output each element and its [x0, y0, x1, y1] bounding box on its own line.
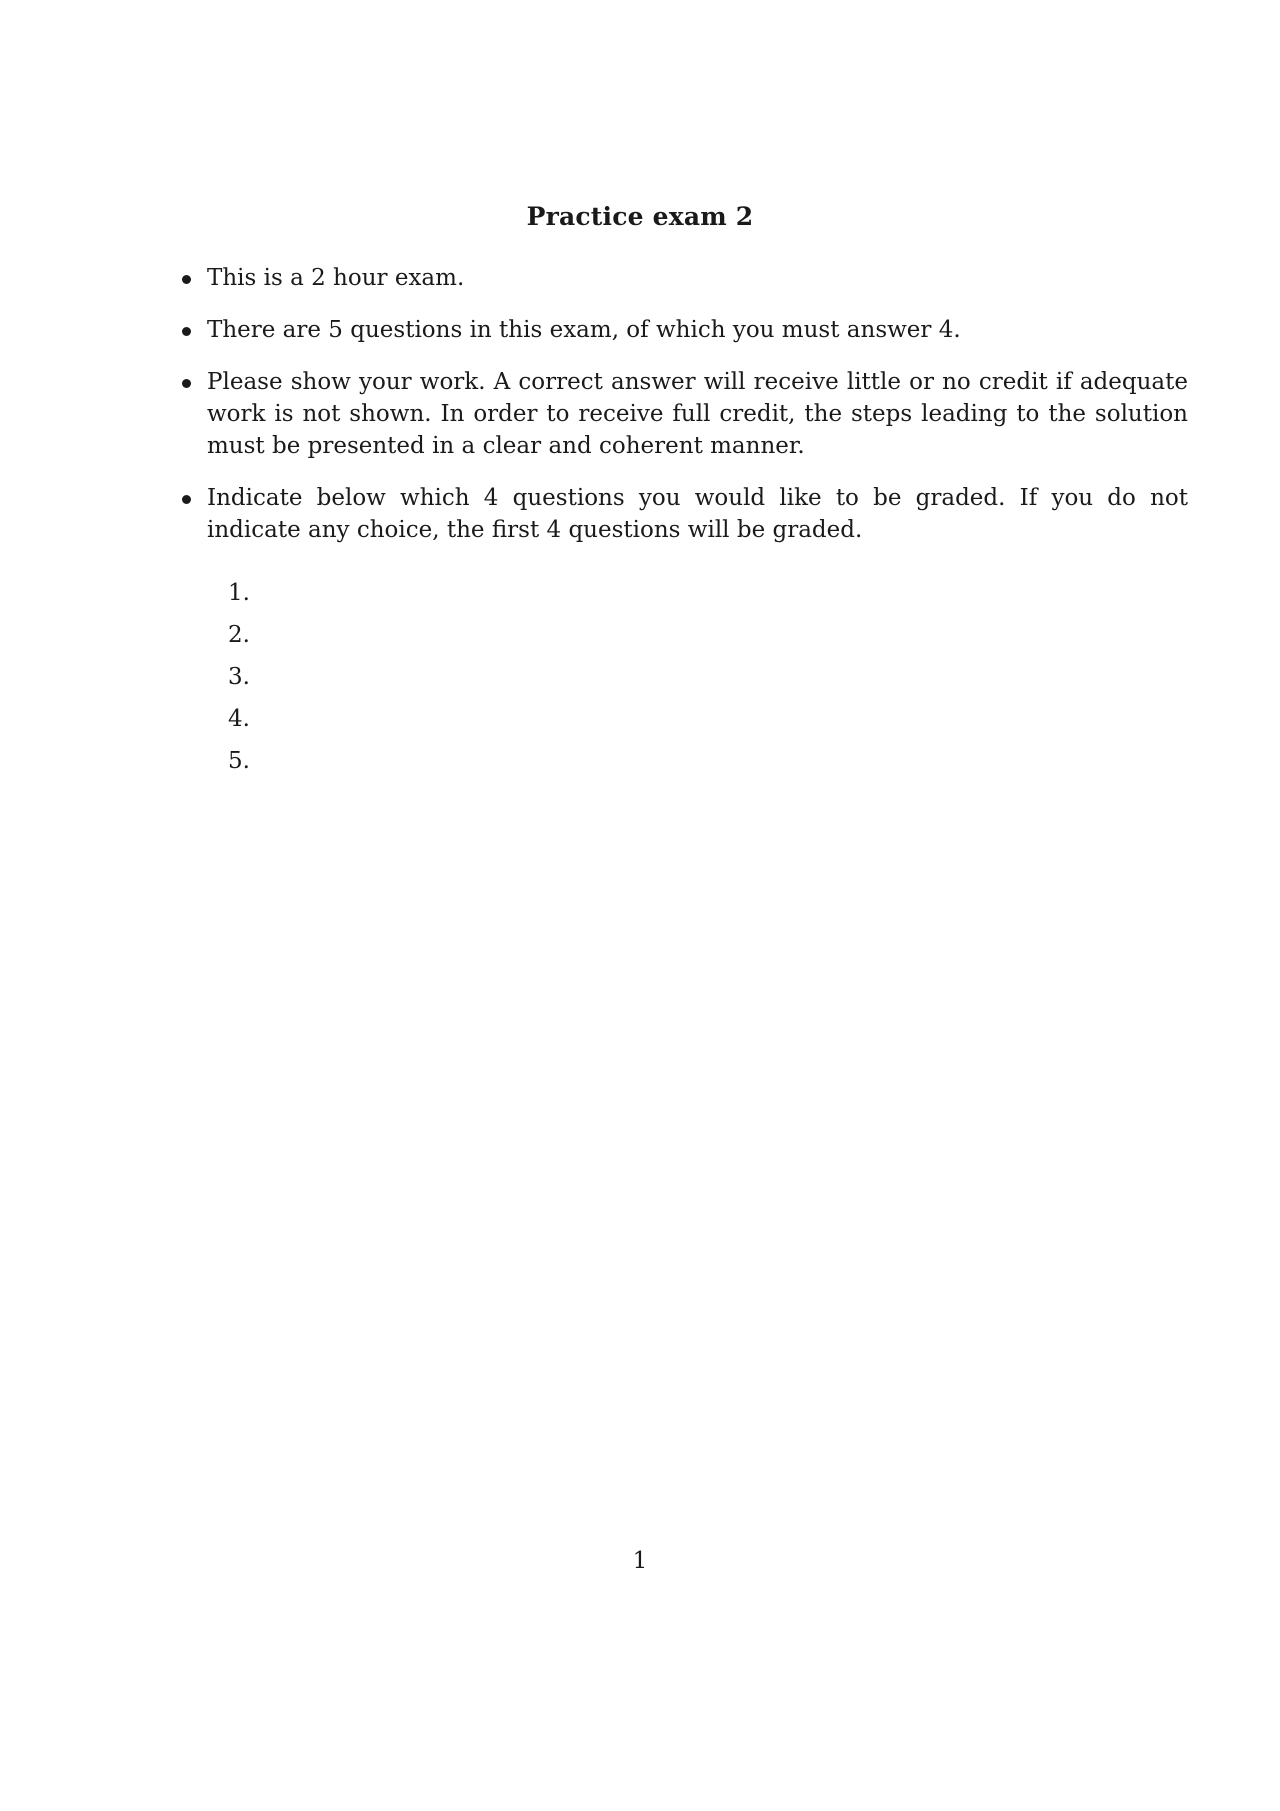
instruction-item	[178, 314, 1188, 346]
choice-number: 1.	[228, 580, 250, 606]
instruction-text: Indicate below which 4 questions you would like to be graded. If you do not indicate any choice, the first 4 questions will be graded.	[207, 485, 1188, 543]
choice-item	[228, 740, 250, 782]
instruction-text: Please show your work. A correct answer will receive little or no credit if adequate work is not shown. In order to receive full credit, the steps leading to the solution must be presented in a clear and coherent manner.	[207, 369, 1188, 459]
instruction-item	[178, 482, 1188, 546]
choice-number: 5.	[228, 748, 250, 774]
instructions-list	[178, 262, 1188, 566]
graded-questions-list	[228, 572, 250, 782]
bullet-icon	[182, 495, 191, 504]
choice-number: 2.	[228, 622, 250, 648]
bullet-icon	[182, 275, 191, 284]
page-number: 1	[632, 1548, 648, 1574]
choice-item	[228, 656, 250, 698]
instruction-item	[178, 262, 1188, 294]
page-title: Practice exam 2	[526, 202, 754, 231]
choice-number: 4.	[228, 706, 250, 732]
choice-item	[228, 698, 250, 740]
choice-number: 3.	[228, 664, 250, 690]
instruction-text: There are 5 questions in this exam, of which you must answer 4.	[207, 317, 961, 343]
instruction-text: This is a 2 hour exam.	[207, 265, 465, 291]
choice-item	[228, 572, 250, 614]
instruction-item	[178, 366, 1188, 462]
bullet-icon	[182, 327, 191, 336]
bullet-icon	[182, 379, 191, 388]
choice-item	[228, 614, 250, 656]
